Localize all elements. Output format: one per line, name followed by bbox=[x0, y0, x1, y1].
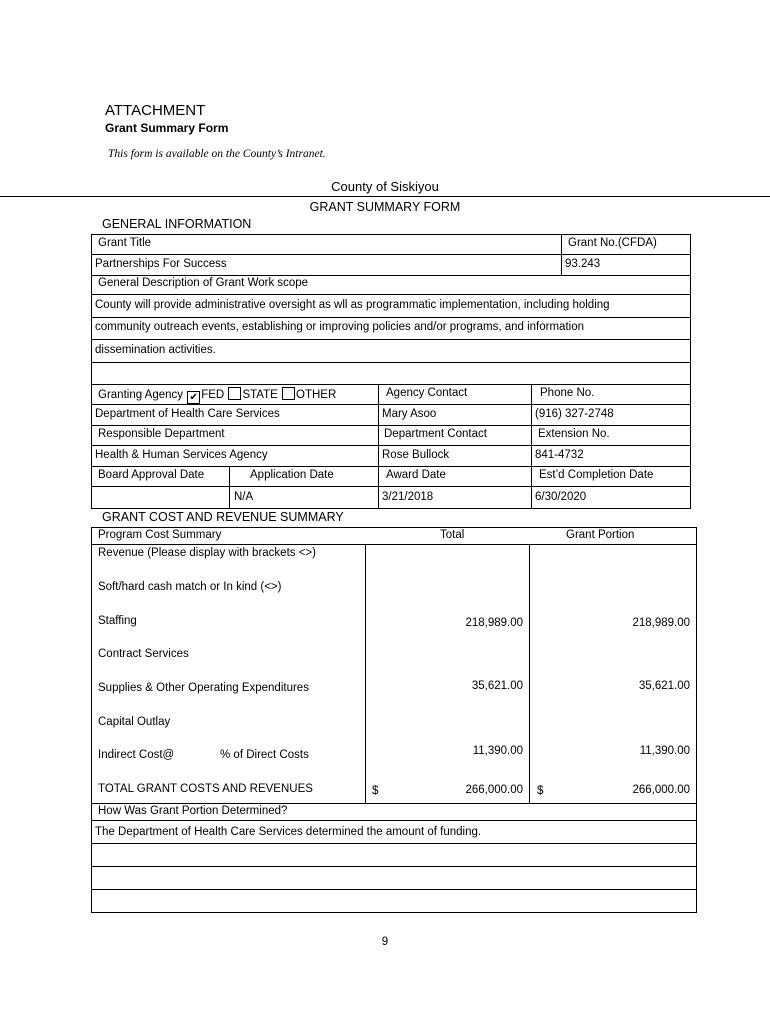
col-divider bbox=[378, 384, 379, 509]
extension-label: Extension No. bbox=[538, 428, 610, 440]
other-label: OTHER bbox=[296, 389, 337, 401]
dept-contact-value: Rose Bullock bbox=[382, 449, 450, 461]
row-divider bbox=[91, 294, 691, 295]
board-approval-label: Board Approval Date bbox=[98, 469, 205, 481]
header-divider bbox=[0, 196, 770, 197]
row-divider bbox=[91, 445, 691, 446]
col-divider bbox=[561, 234, 562, 275]
award-date-label: Award Date bbox=[386, 469, 446, 481]
description-line-3: dissemination activities. bbox=[95, 344, 216, 356]
capital-label: Capital Outlay bbox=[98, 716, 171, 728]
row-divider bbox=[91, 254, 691, 255]
responsible-dept-value: Health & Human Services Agency bbox=[95, 449, 268, 461]
program-cost-header: Program Cost Summary bbox=[98, 529, 222, 541]
total-header: Total bbox=[440, 529, 465, 541]
fed-label: FED bbox=[201, 389, 225, 401]
totals-total: 266,000.00 bbox=[465, 784, 523, 796]
staffing-total: 218,989.00 bbox=[465, 617, 523, 629]
row-divider bbox=[91, 404, 691, 405]
state-checkbox[interactable] bbox=[228, 387, 241, 400]
row-divider bbox=[91, 339, 691, 340]
how-determined-answer: The Department of Health Care Services determined the amount of funding. bbox=[95, 826, 482, 838]
staffing-label: Staffing bbox=[98, 615, 137, 627]
supplies-total: 35,621.00 bbox=[471, 680, 523, 692]
how-determined-label: How Was Grant Portion Determined? bbox=[98, 805, 288, 817]
grant-no-label: Grant No.(CFDA) bbox=[568, 237, 657, 249]
dept-contact-label: Department Contact bbox=[384, 428, 487, 440]
completion-date-label: Est’d Completion Date bbox=[539, 469, 654, 481]
indirect-total: 11,390.00 bbox=[472, 745, 523, 757]
indirect-grant: 11,390.00 bbox=[639, 745, 690, 757]
contract-label: Contract Services bbox=[98, 648, 189, 660]
other-checkbox[interactable] bbox=[282, 387, 295, 400]
form-title: GRANT SUMMARY FORM bbox=[309, 200, 461, 214]
application-date-label: Application Date bbox=[250, 469, 334, 481]
row-divider bbox=[91, 384, 691, 385]
cost-section-title: GRANT COST AND REVENUE SUMMARY bbox=[102, 510, 344, 524]
general-section-title: GENERAL INFORMATION bbox=[102, 217, 252, 231]
phone-value: (916) 327-2748 bbox=[535, 408, 614, 420]
row-divider bbox=[91, 803, 697, 804]
responsible-dept-label: Responsible Department bbox=[98, 428, 225, 440]
totals-label: TOTAL GRANT COSTS AND REVENUES bbox=[98, 783, 313, 795]
granting-agency-label bbox=[98, 387, 336, 404]
extension-value: 841-4732 bbox=[535, 449, 584, 461]
granting-agency-label-text: Granting Agency bbox=[98, 389, 184, 401]
totals-grant: 266,000.00 bbox=[632, 784, 690, 796]
indirect-pct-label: % of Direct Costs bbox=[220, 749, 309, 761]
agency-contact-value: Mary Asoo bbox=[382, 408, 437, 420]
row-divider bbox=[91, 425, 691, 426]
total-currency: $ bbox=[372, 785, 379, 797]
county-title: County of Siskiyou bbox=[331, 179, 439, 194]
indirect-label: Indirect Cost@ bbox=[98, 749, 175, 761]
row-divider bbox=[91, 866, 697, 867]
award-date-value: 3/21/2018 bbox=[382, 491, 434, 503]
completion-date-value: 6/30/2020 bbox=[535, 491, 587, 503]
state-label: STATE bbox=[242, 389, 278, 401]
row-divider bbox=[91, 466, 691, 467]
supplies-grant: 35,621.00 bbox=[638, 680, 690, 692]
phone-label: Phone No. bbox=[540, 387, 595, 399]
grant-title-label: Grant Title bbox=[98, 237, 152, 249]
page-number: 9 bbox=[381, 936, 389, 948]
description-label: General Description of Grant Work scope bbox=[98, 277, 309, 289]
row-divider bbox=[91, 544, 697, 545]
grant-title-value: Partnerships For Success bbox=[95, 258, 227, 270]
grant-no-value: 93.243 bbox=[565, 258, 601, 270]
description-line-1: County will provide administrative oversight as wll as programmatic implementation, including holding bbox=[95, 299, 610, 311]
row-divider bbox=[91, 317, 691, 318]
row-divider bbox=[91, 486, 691, 487]
col-divider bbox=[529, 544, 530, 803]
fed-checkbox[interactable]: ✔ bbox=[187, 391, 200, 404]
col-divider bbox=[229, 466, 230, 509]
intranet-note: This form is available on the County’s Intranet. bbox=[108, 148, 326, 160]
row-divider bbox=[91, 820, 697, 821]
revenue-label: Revenue (Please display with brackets <>) bbox=[98, 547, 316, 559]
row-divider bbox=[91, 362, 691, 363]
row-divider bbox=[91, 843, 697, 844]
staffing-grant: 218,989.00 bbox=[632, 617, 690, 629]
grant-portion-header: Grant Portion bbox=[566, 529, 635, 541]
supplies-label: Supplies & Other Operating Expenditures bbox=[98, 682, 309, 694]
granting-agency-value: Department of Health Care Services bbox=[95, 408, 280, 420]
row-divider bbox=[91, 889, 697, 890]
row-divider bbox=[91, 275, 691, 276]
col-divider bbox=[365, 544, 366, 803]
agency-contact-label: Agency Contact bbox=[386, 387, 468, 399]
grant-currency: $ bbox=[537, 785, 544, 797]
attachment-heading: ATTACHMENT bbox=[105, 102, 206, 119]
col-divider bbox=[531, 384, 532, 509]
form-name: Grant Summary Form bbox=[105, 121, 229, 135]
softhard-label: Soft/hard cash match or In kind (<>) bbox=[98, 581, 282, 593]
description-line-2: community outreach events, establishing or improving policies and/or programs, and information bbox=[95, 321, 584, 333]
application-date-value: N/A bbox=[234, 491, 254, 503]
